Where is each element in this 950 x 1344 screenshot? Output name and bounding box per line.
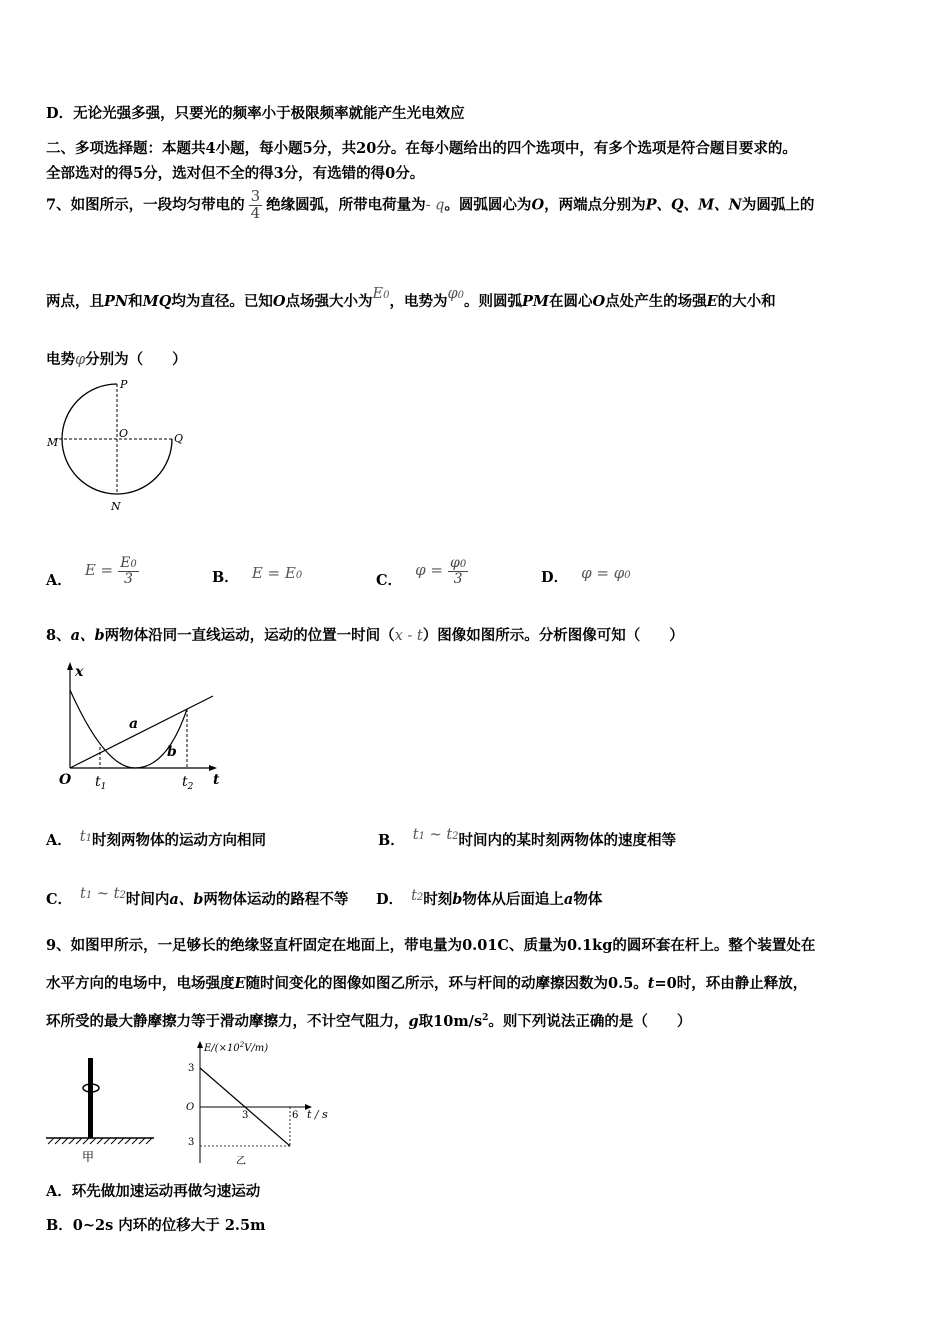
label-Q: Q xyxy=(174,432,184,445)
x-arrow xyxy=(209,765,217,771)
ground-hatch xyxy=(48,1138,152,1144)
option-b: b xyxy=(452,891,463,908)
chart-ylabel: $E/(\times 10^2V/m)$ xyxy=(204,1041,269,1054)
q8-xt: x - t xyxy=(394,628,423,644)
option-label: C． xyxy=(46,891,73,908)
option-label: C． xyxy=(376,572,403,590)
q7-points: P、Q、M、N xyxy=(645,196,742,214)
option-fraction: $\frac{E0}{3}$ xyxy=(120,555,137,587)
q7-fraction xyxy=(249,189,263,222)
q9-text: 环所受的最大静摩擦力等于滑动摩擦力，不计空气阻力， xyxy=(46,1013,409,1030)
q7-text: 点处产生的场强 xyxy=(605,293,707,310)
option-label: B． xyxy=(378,832,405,849)
option-text: 时刻两物体的运动方向相同 xyxy=(91,832,266,849)
q8-ab: a、b xyxy=(70,627,105,644)
label-N: N xyxy=(111,500,121,513)
q7-phi: φ xyxy=(75,352,86,368)
q9-sup: 2 xyxy=(482,1013,489,1024)
q7-O: O xyxy=(272,293,286,310)
q9-E: E xyxy=(234,975,246,992)
section2-heading: 二、多项选择题：本题共4小题，每小题5分，共20分。在每小题给出的四个选项中，有多个选项是符合题目要求的。 xyxy=(46,140,797,157)
option-label: D． xyxy=(376,891,404,908)
option-ab: a、b xyxy=(169,891,204,908)
q8-option-b xyxy=(378,829,676,850)
q9-e-t-chart xyxy=(180,1038,340,1168)
q7-text: 。圆弧圆心为 xyxy=(444,196,532,214)
q8-option-d xyxy=(376,888,602,909)
option-math: φ = xyxy=(415,561,443,580)
q7-stem-line3 xyxy=(46,348,187,369)
section2-heading-cont: 全部选对的得5分，选对但不全的得3分，有选错的得0分。 xyxy=(46,165,425,182)
chart-xlabel: t / s xyxy=(307,1108,328,1121)
q7-text: 绝缘圆弧，所带电荷量为 xyxy=(266,196,426,214)
tick-y-neg3: 3 xyxy=(188,1137,195,1148)
q9-option-a: A．环先做加速运动再做匀速运动 xyxy=(46,1183,261,1200)
q7-text: 分别为（ ） xyxy=(85,351,187,368)
option-text: 时间内的某时刻两物体的速度相等 xyxy=(458,832,677,849)
q8-option-c xyxy=(46,888,348,909)
q7-option-d xyxy=(541,562,631,586)
option-math: E = xyxy=(84,561,114,580)
label-b: b xyxy=(167,744,177,760)
q9-g: g xyxy=(408,1013,419,1030)
q9-text: 。则下列说法正确的是（ ） xyxy=(488,1013,692,1030)
option-math: t1 ~ t2 xyxy=(412,827,459,843)
q9-text: 取10m/s xyxy=(418,1013,483,1030)
q8-option-a xyxy=(46,829,266,850)
q8-text: 8、 xyxy=(46,627,71,644)
q7-text: 电势 xyxy=(46,351,75,368)
label-P: P xyxy=(120,378,128,391)
q7-phi0: φ0 xyxy=(447,286,464,302)
option-math: t1 xyxy=(79,829,92,845)
label-O: O xyxy=(59,772,72,788)
q8-text: 两物体沿同一直线运动，运动的位置一时间（ xyxy=(104,627,395,644)
option-math: t1 ~ t2 xyxy=(80,886,126,902)
label-a: a xyxy=(129,716,139,732)
q9-stem-line3 xyxy=(46,1010,691,1031)
label-t1: $t_1$ xyxy=(95,774,107,792)
label-M: M xyxy=(47,436,59,449)
label-O: O xyxy=(119,427,129,440)
q7-text: 两点，且 xyxy=(46,293,104,310)
q7-text: 的大小和 xyxy=(717,293,776,310)
q7-option-c xyxy=(376,555,468,590)
chart-y-arrow xyxy=(197,1041,203,1048)
option-text: 物体从后面追上 xyxy=(462,891,564,908)
q7-text: 为圆弧上的 xyxy=(741,196,815,214)
tick-y-3: 3 xyxy=(188,1063,195,1074)
q8-xt-graph xyxy=(55,660,235,795)
q7-PM: PM xyxy=(522,293,549,310)
option-math: E = E0 xyxy=(251,564,303,582)
option-text: 两物体运动的路程不等 xyxy=(203,891,349,908)
tick-x-6: 6 xyxy=(292,1110,299,1121)
q7-text: 。则圆弧 xyxy=(464,293,522,310)
q9-stem-line1: 9、如图甲所示，一足够长的绝缘竖直杆固定在地面上，带电量为0.01C、质量为0.1kg的圆环套在杆上。整个装置处在 xyxy=(46,937,816,954)
q7-charge: - q xyxy=(425,197,445,214)
label-jia: 甲 xyxy=(82,1150,95,1164)
q7-stem-line2 xyxy=(46,286,776,311)
tick-x-3: 3 xyxy=(242,1110,249,1121)
arc-pm xyxy=(62,384,117,439)
q7-text: 和 xyxy=(128,293,143,310)
label-t: t xyxy=(213,772,220,788)
rod xyxy=(88,1058,93,1138)
q7-option-b xyxy=(212,562,303,586)
option-label: B． xyxy=(212,569,239,586)
q7-text: 在圆心 xyxy=(548,293,593,310)
option-math: φ = φ0 xyxy=(581,564,631,582)
y-arrow xyxy=(67,662,73,670)
q8-stem xyxy=(46,624,684,645)
option-label: A． xyxy=(46,832,72,849)
option-label: D． xyxy=(541,569,569,586)
option-a: a xyxy=(563,891,574,908)
q7-O: O xyxy=(531,196,545,214)
q7-O: O xyxy=(592,293,606,310)
q7-text: ，两端点分别为 xyxy=(544,196,646,214)
option-text: 时刻 xyxy=(423,891,453,908)
q9-figure-jia xyxy=(44,1050,164,1165)
option-text: 时间内 xyxy=(125,891,170,908)
option-text: 物体 xyxy=(573,891,603,908)
label-yi: 乙 xyxy=(236,1156,246,1167)
q7-PN: PN xyxy=(104,293,129,310)
label-t2: $t_2$ xyxy=(182,774,194,792)
q6-option-d: D．无论光强多强，只要光的频率小于极限频率就能产生光电效应 xyxy=(46,105,465,122)
q7-text: ，电势为 xyxy=(389,293,448,310)
q7-E0: E0 xyxy=(372,286,390,302)
q9-text: 随时间变化的图像如图乙所示，环与杆间的动摩擦因数为0.5。 xyxy=(245,975,648,992)
option-fraction: $\frac{\varphi 0}{3}$ xyxy=(450,555,467,587)
q8-text: ）图像如图所示。分析图像可知（ ） xyxy=(422,627,684,644)
label-x: x xyxy=(75,664,84,680)
frac-num: 3 xyxy=(250,187,261,205)
q9-option-b: B．0~2s 内环的位移大于 2.5m xyxy=(46,1217,266,1234)
q7-text: 均为直径。已知 xyxy=(171,293,273,310)
tick-origin: O xyxy=(186,1102,195,1113)
q7-E: E xyxy=(706,293,718,310)
option-math: t2 xyxy=(411,888,424,904)
q7-arc-figure xyxy=(40,375,200,515)
option-label: A． xyxy=(46,572,72,590)
q7-MQ: MQ xyxy=(142,293,172,310)
q9-stem-line2 xyxy=(46,972,807,993)
q9-text: 水平方向的电场中，电场强度 xyxy=(46,975,235,992)
frac-den: 4 xyxy=(250,203,261,222)
q9-t: t xyxy=(647,975,655,992)
q7-text: 7、如图所示，一段均匀带电的 xyxy=(46,196,245,214)
q7-option-a xyxy=(46,555,139,590)
q9-text: =0时，环由静止释放， xyxy=(654,975,808,992)
q7-stem-line1 xyxy=(46,189,814,222)
q7-text: 点场强大小为 xyxy=(285,293,373,310)
